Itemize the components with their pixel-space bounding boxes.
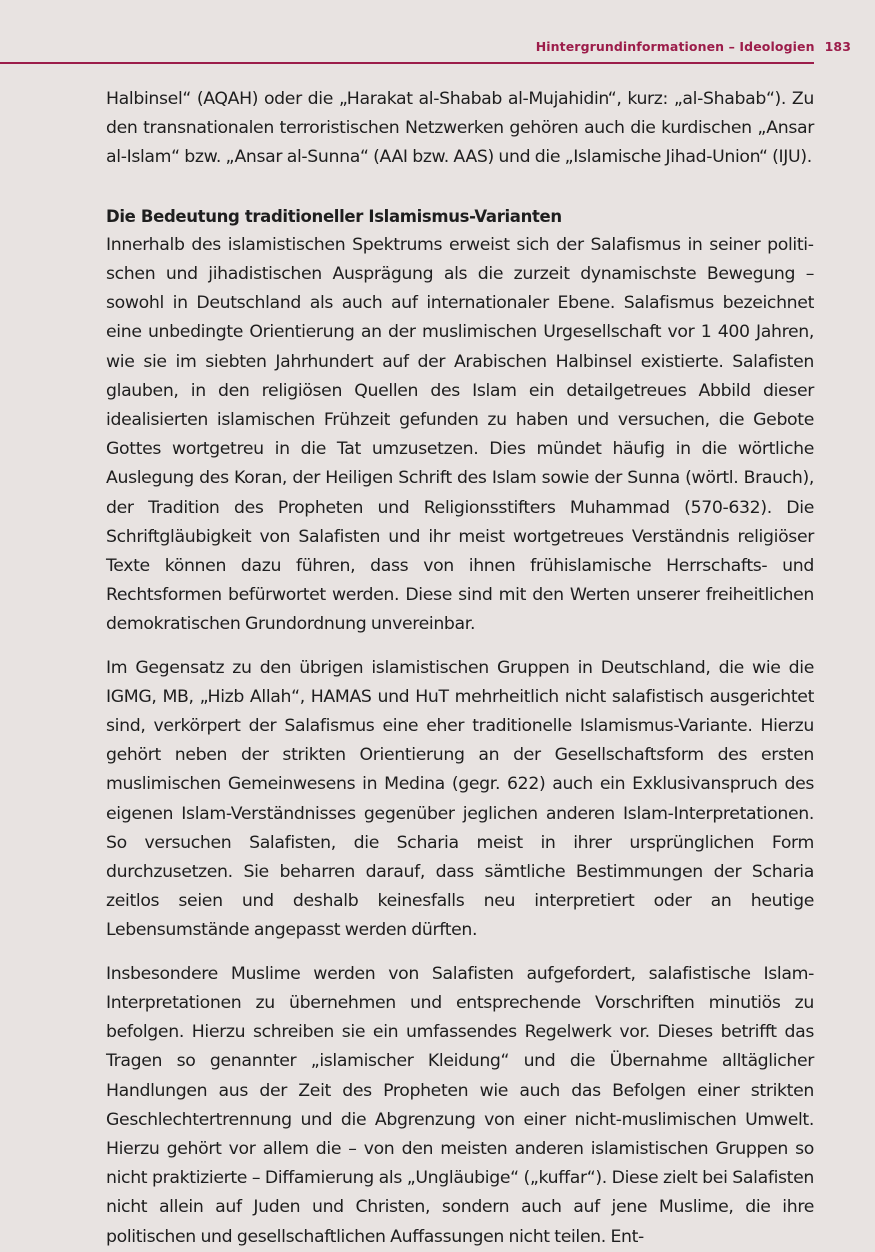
paragraph-1: Innerhalb des islamistischen Spektrums erweist sich der Salafismus in seiner politischen und jihadistischen Ausprägung als die zurzeit dynamischste Bewegung – sowohl in Deutschland als auch auf internationaler Ebene. Salafismus bezeichnet eine unbedingte Orientierung an der muslimischen Urgesellschaft vor 1 400 Jahren, wie sie im siebten Jahrhundert auf der Arabischen Halbinsel existierte. Salafisten glauben, in den religiösen Quellen des Islam ein detailgetreues Abbild dieser idealisierten islamischen Frühzeit gefunden zu haben und versuchen, die Gebote Gottes wortgetreu in die Tat umzusetzen. Dies mündet häufig in die wörtliche Auslegung des Koran, der Heiligen Schrift des Islam sowie der Sunna (wörtl. Brauch), der Tradition des Propheten und Religionsstifters Muhammad (570-632). Die Schriftgläubigkeit von Salafisten und ihr meist wortgetreues Verständnis religiöser Texte können dazu führen, dass von ihnen frühislamische Herrschafts- und Rechtsformen befürwortet werden. Diese sind mit den Werten unserer freiheitlichen demokratischen Grundordnung unvereinbar. xyxy=(106,234,814,635)
paragraph-3: Insbesondere Muslime werden von Salafisten aufgefordert, salafistische Islam-Interpretationen zu übernehmen und entsprechende Vorschriften minutiös zu befolgen. Hierzu schreiben sie ein umfassendes Regelwerk vor. Dieses betrifft das Tragen so genannter „islamischer Kleidung“ und die Übernahme alltäglicher Handlungen aus der Zeit des Propheten wie auch das Befolgen einer strikten Geschlechtertrennung und die Abgrenzung von einer nicht-muslimischen Umwelt. Hierzu gehört vor allem die – von den meisten anderen islamistischen Gruppen so nicht praktizierte – Diffamierung als „Ungläubige“ („kuffar“). Diese zielt bei Salafisten nicht allein auf Juden und Christen, sondern auch auf jene Muslime, die ihre politischen und gesellschaftlichen Auffassungen nicht teilen. Ent- xyxy=(106,963,814,1247)
header-rule xyxy=(0,62,814,64)
page-number: 183 xyxy=(824,39,851,54)
paragraph-2: Im Gegensatz zu den übrigen islamistischen Gruppen in Deutschland, die wie die IGMG, MB, „Hizb Allah“, HAMAS und HuT mehrheitlich nicht salafistisch ausgerichtet sind, verkörpert der Salafismus eine eher traditionelle Islamismus-Variante. Hierzu gehört neben der strikten Orientierung an der Gesellschaftsform des ersten muslimischen Gemeinwesens in Medina (gegr. 622) auch ein Exklusivanspruch des eigenen Islam-Verständnisses gegenüber jeglichen anderen Islam-Interpretationen. So versuchen Salafisten, die Scharia meist in ihrer ursprünglichen Form durchzusetzen. Sie beharren darauf, dass sämtliche Bestimmungen der Scharia zeitlos seien und deshalb keinesfalls neu interpretiert oder an heutige Lebensumstände angepasst werden dürften. xyxy=(106,657,814,941)
intro-paragraph: Halbinsel“ (AQAH) oder die „Harakat al-Shabab al-Mujahidin“, kurz: „al-Shabab“). Zu den transnationalen terroristischen Netzwerken gehören auch die kurdischen „Ansar al-Islam“ bzw. „Ansar al-Sunna“ (AAI bzw. AAS) und die „Islamische Jihad-Union“ (IJU). xyxy=(106,89,814,168)
section-heading: Die Bedeutung traditioneller Islamismus-Varianten xyxy=(106,206,562,226)
running-header xyxy=(536,39,851,54)
body-text xyxy=(106,85,814,1252)
section-title: Hintergrundinformationen – Ideologien xyxy=(535,39,815,54)
